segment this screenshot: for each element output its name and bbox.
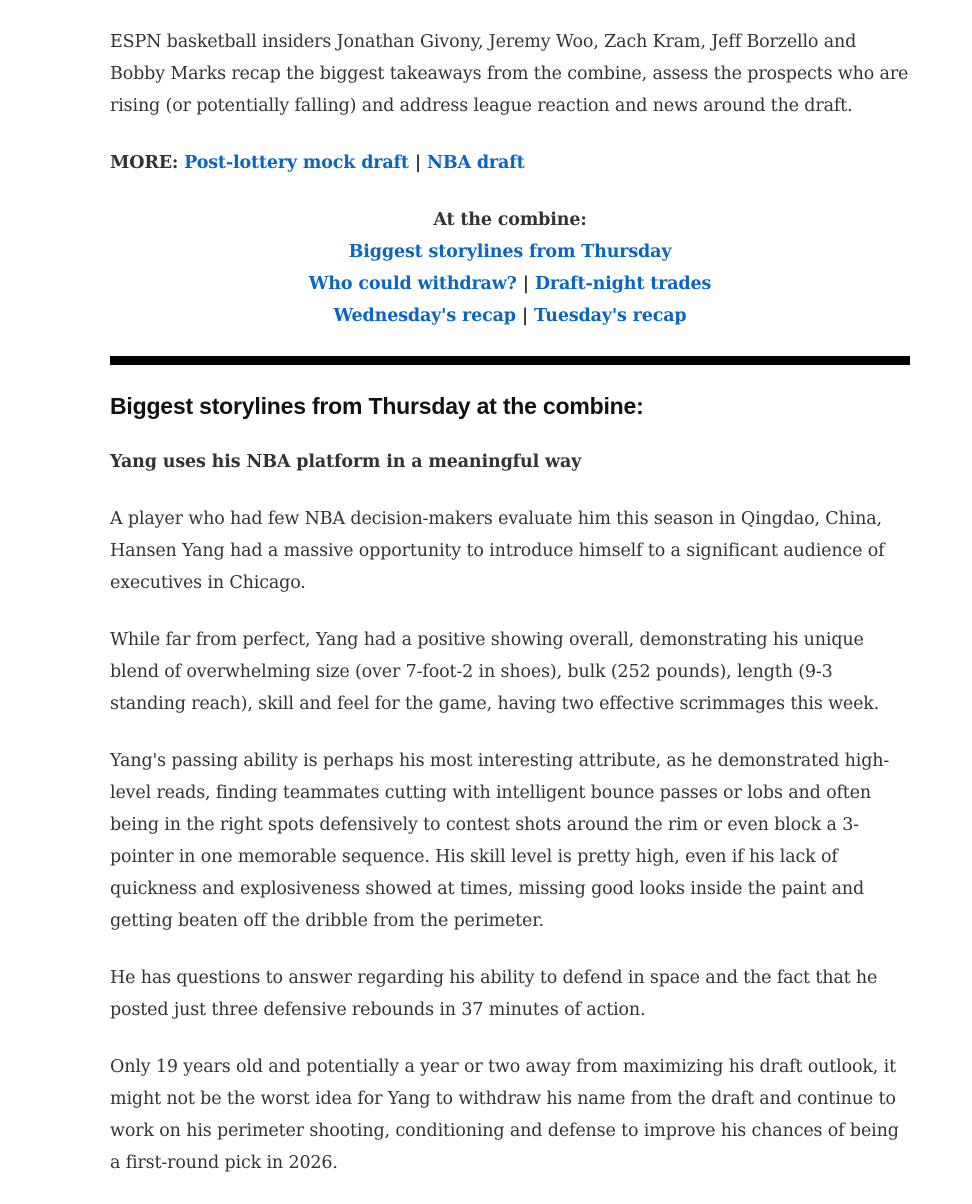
post-lottery-mock-draft-link[interactable]: Post-lottery mock draft xyxy=(184,153,409,173)
story-paragraph: He has questions to answer regarding his ability to defend in space and the fact that he posted just three defensive rebounds in 37 minutes of action. xyxy=(110,968,878,1020)
combine-row-1 xyxy=(110,236,910,268)
more-label: MORE: xyxy=(110,153,179,173)
combine-row-2 xyxy=(110,268,910,300)
story-paragraph: A player who had few NBA decision-makers evaluate him this season in Qingdao, China, Hansen Yang had a massive opportunity to introduce himself to a significant audience of executives in Chicago. xyxy=(110,509,885,593)
more-separator: | xyxy=(414,153,422,173)
story-paragraph: Yang's passing ability is perhaps his most interesting attribute, as he demonstrated high-level reads, finding teammates cutting with intelligent bounce passes or lobs and often being in the right spots defensively to contest shots around the rim or even block a 3-pointer in one memorable sequence. His skill level is pretty high, even if his lack of quickness and explosiveness showed at times, missing good looks inside the paint and getting beaten off the dribble from the perimeter. xyxy=(110,751,890,931)
story-paragraph: Only 19 years old and potentially a year or two away from maximizing his draft outlook, it might not be the worst idea for Yang to withdraw his name from the draft and continue to work on his perimeter shooting, conditioning and defense to improve his chances of being a first-round pick in 2026. xyxy=(110,1057,899,1173)
combine-separator: | xyxy=(522,274,529,294)
more-links-line xyxy=(110,147,910,179)
combine-heading: At the combine: xyxy=(433,210,587,230)
thursday-storylines-link[interactable]: Biggest storylines from Thursday xyxy=(348,242,672,262)
story-subhead: Yang uses his NBA platform in a meaningful way xyxy=(110,452,582,472)
wednesday-recap-link[interactable]: Wednesday's recap xyxy=(333,306,516,326)
section-divider xyxy=(110,356,910,365)
article-body xyxy=(110,26,910,1204)
tuesday-recap-link[interactable]: Tuesday's recap xyxy=(534,306,687,326)
combine-row-3 xyxy=(110,300,910,332)
draft-night-trades-link[interactable]: Draft-night trades xyxy=(534,274,712,294)
story-paragraph: While far from perfect, Yang had a positive showing overall, demonstrating his unique blend of overwhelming size (over 7-foot-2 in shoes), bulk (252 pounds), length (9-3 standing reach), skill and feel for the game, having two effective scrimmages this week. xyxy=(110,630,880,714)
section-title: Biggest storylines from Thursday at the combine: xyxy=(110,393,644,419)
nba-draft-link[interactable]: NBA draft xyxy=(426,153,525,173)
who-could-withdraw-link[interactable]: Who could withdraw? xyxy=(308,274,517,294)
combine-separator: | xyxy=(521,306,529,326)
intro-paragraph: ESPN basketball insiders Jonathan Givony, Jeremy Woo, Zach Kram, Jeff Borzello and Bobby Marks recap the biggest takeaways from the combine, assess the prospects who are rising (or potentially falling) and address league reaction and news around the draft. xyxy=(110,32,909,116)
combine-links-box xyxy=(110,204,910,332)
